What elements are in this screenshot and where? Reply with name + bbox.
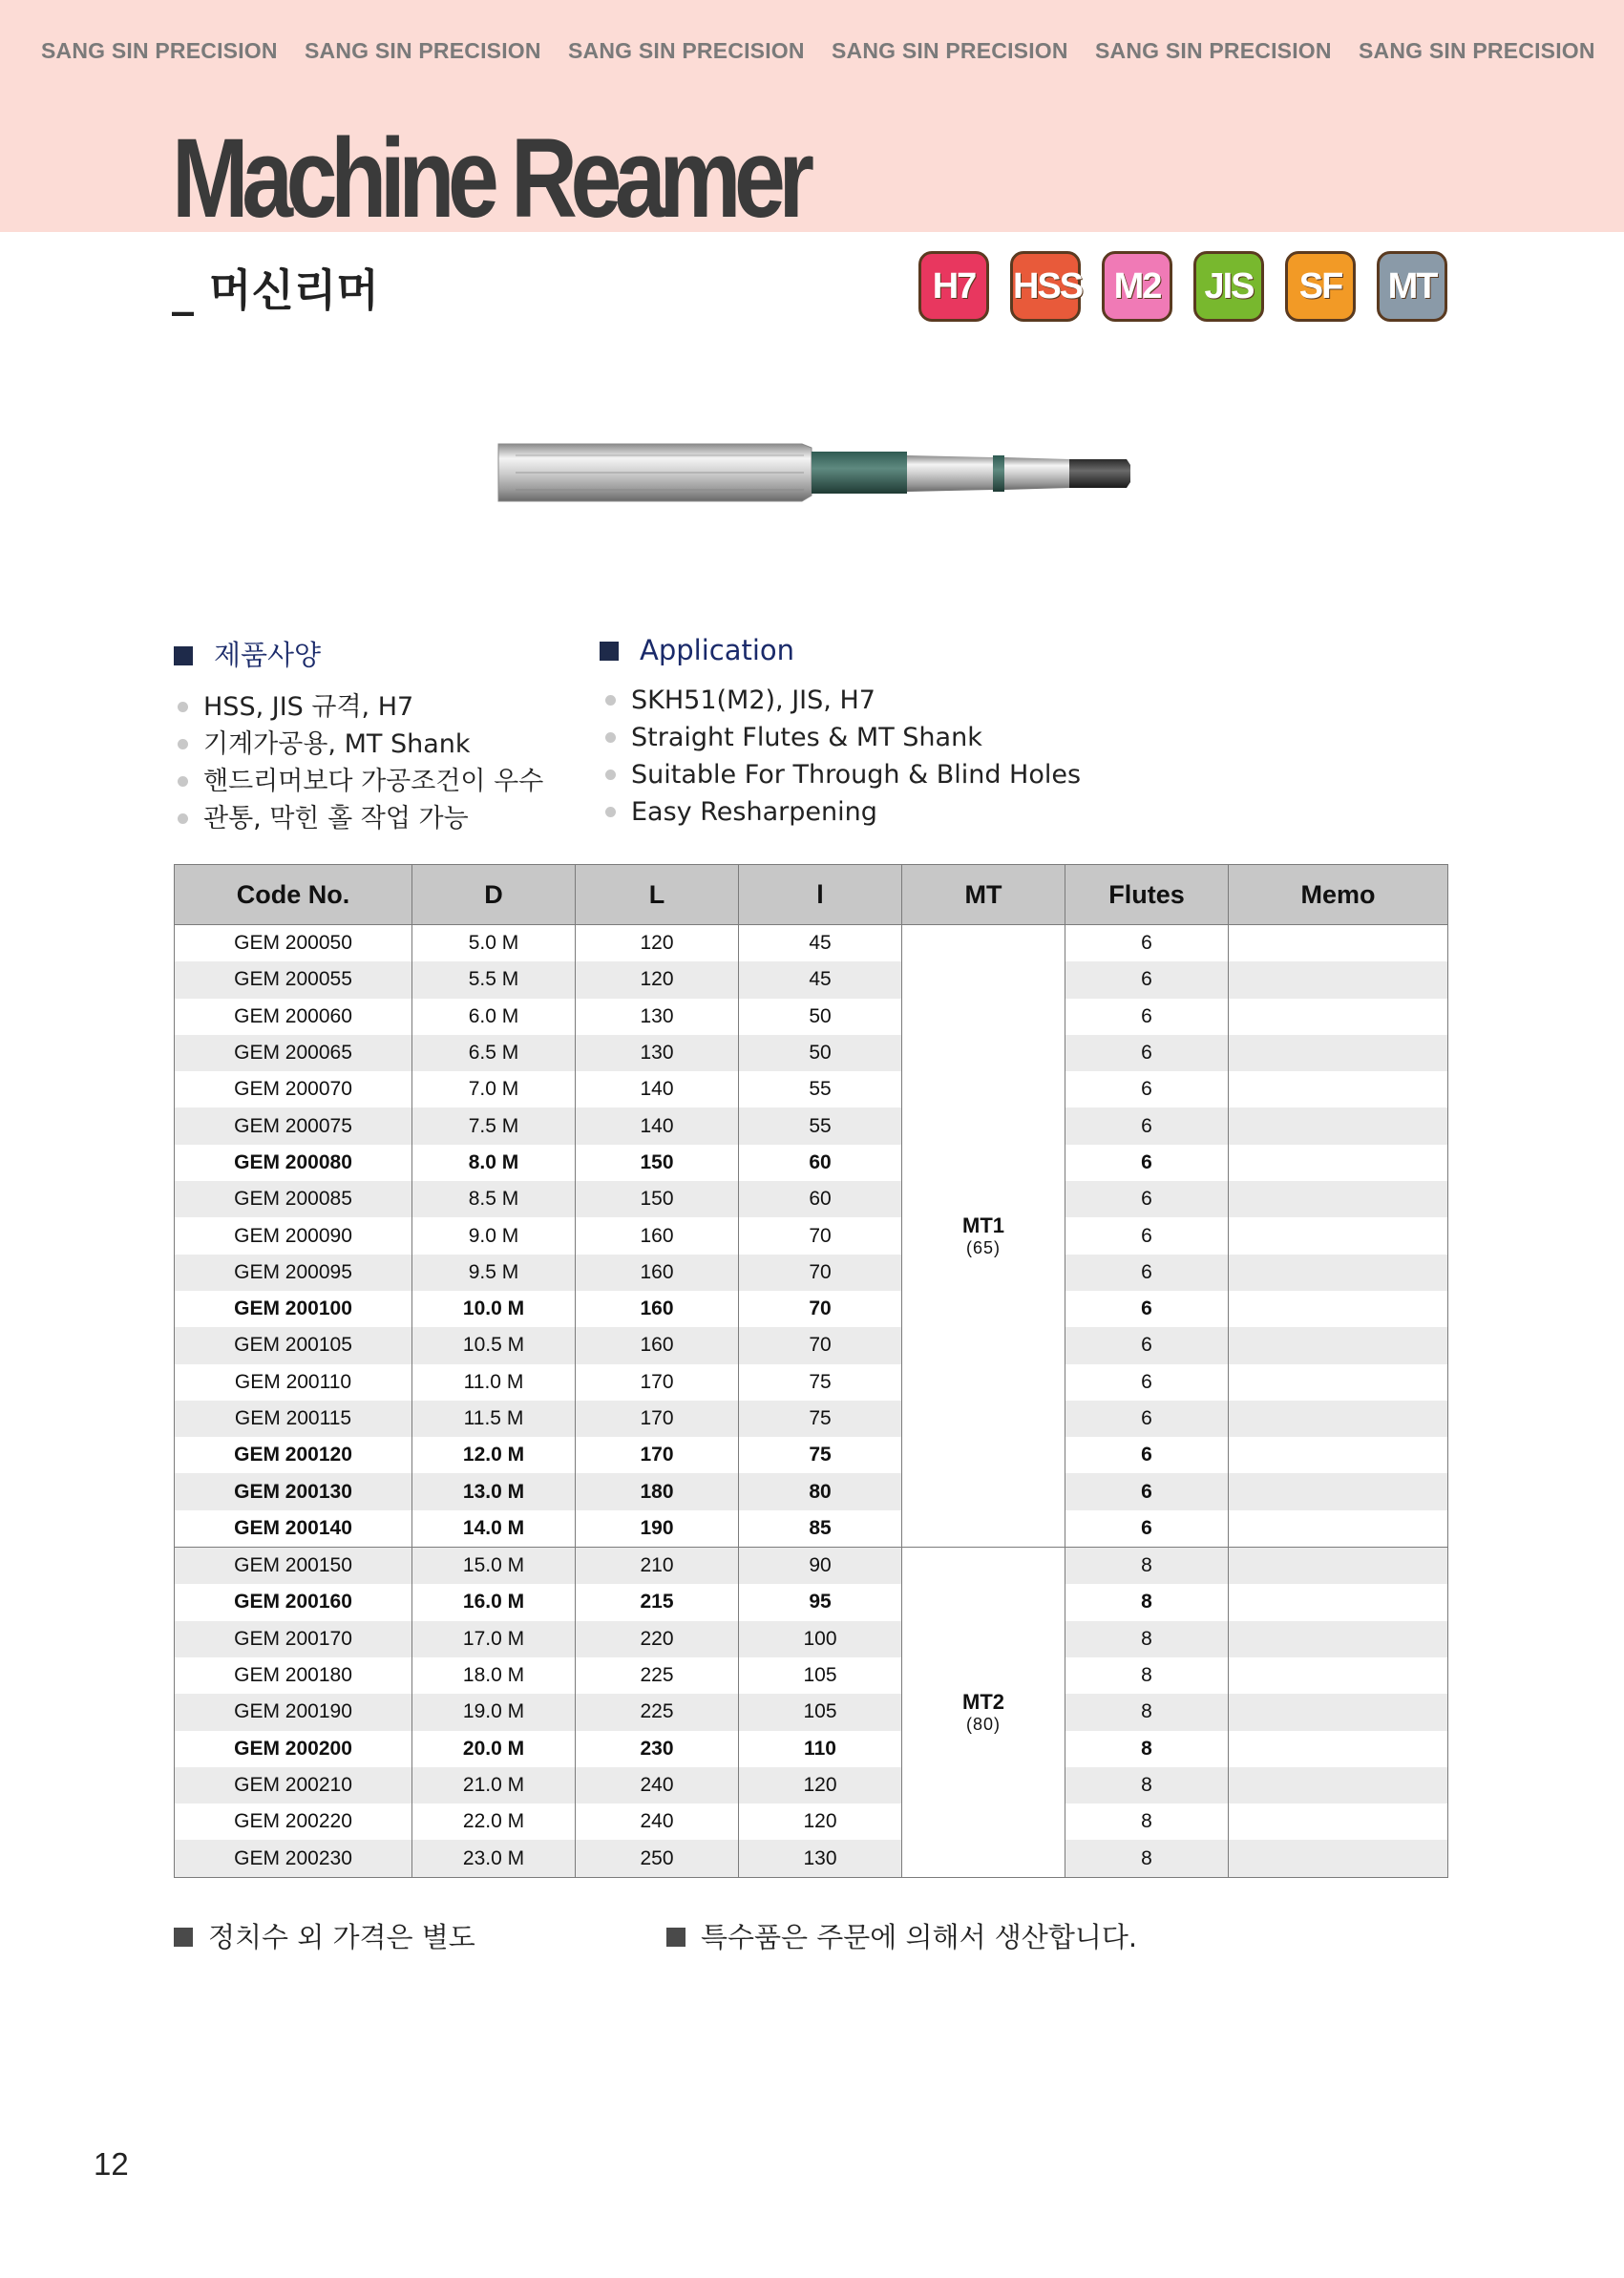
table-row — [175, 1181, 1448, 1217]
cell-d: 23.0 M — [412, 1840, 576, 1877]
cell-memo — [1229, 1803, 1448, 1840]
cell-code: GEM 200200 — [175, 1731, 412, 1767]
cell-d: 8.0 M — [412, 1145, 576, 1181]
cell-L: 140 — [576, 1071, 739, 1107]
cell-l: 95 — [739, 1584, 902, 1620]
mt-label: MT1 — [962, 1213, 1004, 1238]
cell-d: 13.0 M — [412, 1473, 576, 1509]
cell-L: 240 — [576, 1767, 739, 1803]
cell-d: 12.0 M — [412, 1437, 576, 1473]
cell-d: 7.5 M — [412, 1107, 576, 1144]
cell-code: GEM 200075 — [175, 1107, 412, 1144]
cell-flutes: 6 — [1065, 1255, 1229, 1291]
cell-l: 70 — [739, 1217, 902, 1254]
cell-d: 10.5 M — [412, 1327, 576, 1363]
table-row — [175, 1584, 1448, 1620]
table-row — [175, 1767, 1448, 1803]
page-title: Machine Reamer — [172, 116, 808, 242]
cell-L: 215 — [576, 1584, 739, 1620]
cell-l: 110 — [739, 1731, 902, 1767]
table-row — [175, 1255, 1448, 1291]
header-code: Code No. — [175, 865, 412, 925]
cell-memo — [1229, 925, 1448, 962]
cell-memo — [1229, 1364, 1448, 1401]
cell-flutes: 8 — [1065, 1767, 1229, 1803]
table-row — [175, 1621, 1448, 1657]
cell-l: 105 — [739, 1657, 902, 1694]
cell-l: 60 — [739, 1145, 902, 1181]
cell-L: 120 — [576, 961, 739, 998]
cell-code: GEM 200210 — [175, 1767, 412, 1803]
cell-flutes: 8 — [1065, 1694, 1229, 1730]
cell-d: 6.0 M — [412, 999, 576, 1035]
cell-flutes: 8 — [1065, 1548, 1229, 1585]
cell-memo — [1229, 1255, 1448, 1291]
cell-d: 5.0 M — [412, 925, 576, 962]
cell-l: 45 — [739, 925, 902, 962]
mt-length: (65) — [965, 1238, 1001, 1258]
table-row — [175, 999, 1448, 1035]
cell-L: 240 — [576, 1803, 739, 1840]
cell-memo — [1229, 1694, 1448, 1730]
cell-flutes: 6 — [1065, 1035, 1229, 1071]
cell-L: 190 — [576, 1510, 739, 1548]
brand-text: SANG SIN PRECISION — [305, 38, 541, 63]
brand-text: SANG SIN PRECISION — [1359, 38, 1595, 63]
table-row — [175, 1657, 1448, 1694]
cell-memo — [1229, 1217, 1448, 1254]
application-item: SKH51(M2), JIS, H7 — [605, 686, 875, 715]
application-heading: Application — [600, 634, 794, 666]
cell-code: GEM 200085 — [175, 1181, 412, 1217]
cell-flutes: 6 — [1065, 1107, 1229, 1144]
cell-L: 160 — [576, 1327, 739, 1363]
cell-l: 130 — [739, 1840, 902, 1877]
badge-sf: SF — [1285, 251, 1356, 322]
cell-code: GEM 200110 — [175, 1364, 412, 1401]
cell-flutes: 6 — [1065, 1071, 1229, 1107]
mt-length: (80) — [965, 1714, 1001, 1734]
badge-h7: H7 — [918, 251, 989, 322]
table-row — [175, 1510, 1448, 1548]
cell-d: 17.0 M — [412, 1621, 576, 1657]
cell-L: 150 — [576, 1145, 739, 1181]
cell-d: 9.0 M — [412, 1217, 576, 1254]
cell-l: 75 — [739, 1364, 902, 1401]
note-special: 특수품은 주문에 의해서 생산합니다. — [666, 1916, 1137, 1955]
table-row — [175, 1145, 1448, 1181]
cell-L: 140 — [576, 1107, 739, 1144]
cell-code: GEM 200095 — [175, 1255, 412, 1291]
cell-code: GEM 200050 — [175, 925, 412, 962]
cell-flutes: 6 — [1065, 1181, 1229, 1217]
spec-item: 관통, 막힌 홀 작업 가능 — [178, 797, 469, 834]
cell-flutes: 6 — [1065, 1364, 1229, 1401]
header-L: L — [576, 865, 739, 925]
cell-memo — [1229, 1437, 1448, 1473]
cell-memo — [1229, 1657, 1448, 1694]
cell-l: 50 — [739, 999, 902, 1035]
cell-l: 85 — [739, 1510, 902, 1548]
spec-item: 핸드리머보다 가공조건이 우수 — [178, 760, 543, 797]
table-row — [175, 1327, 1448, 1363]
brand-text: SANG SIN PRECISION — [41, 38, 278, 63]
cell-code: GEM 200220 — [175, 1803, 412, 1840]
cell-L: 170 — [576, 1437, 739, 1473]
cell-code: GEM 200190 — [175, 1694, 412, 1730]
table-header-row — [175, 865, 1448, 925]
cell-l: 105 — [739, 1694, 902, 1730]
cell-l: 75 — [739, 1401, 902, 1437]
cell-flutes: 6 — [1065, 1145, 1229, 1181]
cell-memo — [1229, 961, 1448, 998]
cell-L: 170 — [576, 1401, 739, 1437]
table-row — [175, 1803, 1448, 1840]
header-l: l — [739, 865, 902, 925]
cell-L: 250 — [576, 1840, 739, 1877]
cell-d: 11.0 M — [412, 1364, 576, 1401]
cell-l: 70 — [739, 1255, 902, 1291]
cell-memo — [1229, 1035, 1448, 1071]
cell-d: 5.5 M — [412, 961, 576, 998]
cell-memo — [1229, 1473, 1448, 1509]
note-price: 정치수 외 가격은 별도 — [174, 1916, 475, 1955]
cell-code: GEM 200080 — [175, 1145, 412, 1181]
cell-code: GEM 200055 — [175, 961, 412, 998]
cell-d: 18.0 M — [412, 1657, 576, 1694]
cell-flutes: 6 — [1065, 1327, 1229, 1363]
cell-mt — [902, 925, 1065, 1548]
table-body — [175, 925, 1448, 1878]
cell-l: 55 — [739, 1107, 902, 1144]
badge-hss: HSS — [1010, 251, 1081, 322]
brand-text: SANG SIN PRECISION — [568, 38, 805, 63]
cell-L: 160 — [576, 1217, 739, 1254]
cell-L: 230 — [576, 1731, 739, 1767]
cell-flutes: 6 — [1065, 961, 1229, 998]
table-row — [175, 1840, 1448, 1877]
cell-flutes: 6 — [1065, 1437, 1229, 1473]
cell-code: GEM 200060 — [175, 999, 412, 1035]
cell-flutes: 6 — [1065, 1510, 1229, 1548]
cell-l: 45 — [739, 961, 902, 998]
cell-l: 100 — [739, 1621, 902, 1657]
cell-flutes: 8 — [1065, 1731, 1229, 1767]
cell-code: GEM 200160 — [175, 1584, 412, 1620]
spec-item: HSS, JIS 규격, H7 — [178, 686, 413, 723]
cell-flutes: 8 — [1065, 1657, 1229, 1694]
page-subtitle: _ 머신리머 — [172, 264, 379, 316]
badge-jis: JIS — [1193, 251, 1264, 322]
badge-m2: M2 — [1102, 251, 1172, 322]
cell-memo — [1229, 1548, 1448, 1585]
cell-d: 15.0 M — [412, 1548, 576, 1585]
table-row — [175, 1548, 1448, 1585]
header-memo: Memo — [1229, 865, 1448, 925]
table-row — [175, 1694, 1448, 1730]
cell-L: 180 — [576, 1473, 739, 1509]
cell-L: 120 — [576, 925, 739, 962]
application-item: Straight Flutes & MT Shank — [605, 723, 982, 752]
table-row — [175, 1401, 1448, 1437]
cell-flutes: 6 — [1065, 999, 1229, 1035]
mt-label: MT2 — [962, 1689, 1004, 1714]
cell-code: GEM 200070 — [175, 1071, 412, 1107]
cell-d: 16.0 M — [412, 1584, 576, 1620]
cell-memo — [1229, 1145, 1448, 1181]
cell-memo — [1229, 1731, 1448, 1767]
cell-mt — [902, 1548, 1065, 1878]
cell-memo — [1229, 1840, 1448, 1877]
cell-code: GEM 200230 — [175, 1840, 412, 1877]
cell-flutes: 8 — [1065, 1803, 1229, 1840]
cell-d: 20.0 M — [412, 1731, 576, 1767]
cell-l: 60 — [739, 1181, 902, 1217]
cell-d: 7.0 M — [412, 1071, 576, 1107]
cell-memo — [1229, 1401, 1448, 1437]
cell-l: 50 — [739, 1035, 902, 1071]
application-item: Suitable For Through & Blind Holes — [605, 760, 1081, 790]
specs-heading: 제품사양 — [174, 634, 321, 673]
cell-L: 130 — [576, 999, 739, 1035]
cell-L: 160 — [576, 1255, 739, 1291]
header-flutes: Flutes — [1065, 865, 1229, 925]
table-row — [175, 925, 1448, 962]
spec-table — [174, 864, 1448, 1878]
cell-memo — [1229, 1291, 1448, 1327]
cell-flutes: 6 — [1065, 1401, 1229, 1437]
table-row — [175, 1217, 1448, 1254]
cell-memo — [1229, 1181, 1448, 1217]
cell-code: GEM 200150 — [175, 1548, 412, 1585]
cell-L: 225 — [576, 1657, 739, 1694]
cell-l: 70 — [739, 1327, 902, 1363]
cell-code: GEM 200140 — [175, 1510, 412, 1548]
cell-d: 14.0 M — [412, 1510, 576, 1548]
cell-l: 120 — [739, 1767, 902, 1803]
cell-code: GEM 200100 — [175, 1291, 412, 1327]
cell-l: 90 — [739, 1548, 902, 1585]
cell-memo — [1229, 1767, 1448, 1803]
page-number: 12 — [94, 2146, 129, 2182]
table-row — [175, 1291, 1448, 1327]
header-d: D — [412, 865, 576, 925]
table-row — [175, 1731, 1448, 1767]
cell-L: 160 — [576, 1291, 739, 1327]
header-mt: MT — [902, 865, 1065, 925]
cell-code: GEM 200120 — [175, 1437, 412, 1473]
cell-memo — [1229, 1584, 1448, 1620]
cell-L: 210 — [576, 1548, 739, 1585]
cell-memo — [1229, 1071, 1448, 1107]
cell-d: 11.5 M — [412, 1401, 576, 1437]
cell-flutes: 6 — [1065, 1291, 1229, 1327]
cell-flutes: 6 — [1065, 925, 1229, 962]
spec-item: 기계가공용, MT Shank — [178, 723, 471, 760]
cell-code: GEM 200105 — [175, 1327, 412, 1363]
cell-flutes: 8 — [1065, 1840, 1229, 1877]
cell-code: GEM 200115 — [175, 1401, 412, 1437]
table-row — [175, 1035, 1448, 1071]
cell-l: 120 — [739, 1803, 902, 1840]
table-row — [175, 1107, 1448, 1144]
cell-code: GEM 200180 — [175, 1657, 412, 1694]
table-row — [175, 1473, 1448, 1509]
cell-L: 130 — [576, 1035, 739, 1071]
cell-flutes: 6 — [1065, 1473, 1229, 1509]
brand-row — [0, 38, 1624, 67]
cell-l: 70 — [739, 1291, 902, 1327]
cell-flutes: 6 — [1065, 1217, 1229, 1254]
reamer-image — [496, 434, 1136, 511]
application-item: Easy Resharpening — [605, 797, 877, 827]
cell-memo — [1229, 1327, 1448, 1363]
cell-L: 150 — [576, 1181, 739, 1217]
cell-flutes: 8 — [1065, 1584, 1229, 1620]
brand-text: SANG SIN PRECISION — [832, 38, 1068, 63]
cell-code: GEM 200170 — [175, 1621, 412, 1657]
cell-code: GEM 200130 — [175, 1473, 412, 1509]
cell-memo — [1229, 1107, 1448, 1144]
cell-d: 8.5 M — [412, 1181, 576, 1217]
cell-memo — [1229, 1510, 1448, 1548]
cell-code: GEM 200090 — [175, 1217, 412, 1254]
cell-l: 55 — [739, 1071, 902, 1107]
cell-d: 21.0 M — [412, 1767, 576, 1803]
cell-L: 170 — [576, 1364, 739, 1401]
cell-memo — [1229, 1621, 1448, 1657]
cell-d: 22.0 M — [412, 1803, 576, 1840]
badge-mt: MT — [1377, 251, 1447, 322]
brand-text: SANG SIN PRECISION — [1095, 38, 1332, 63]
table-row — [175, 961, 1448, 998]
cell-code: GEM 200065 — [175, 1035, 412, 1071]
cell-flutes: 8 — [1065, 1621, 1229, 1657]
table-row — [175, 1071, 1448, 1107]
cell-l: 75 — [739, 1437, 902, 1473]
cell-l: 80 — [739, 1473, 902, 1509]
table-row — [175, 1364, 1448, 1401]
cell-L: 225 — [576, 1694, 739, 1730]
cell-memo — [1229, 999, 1448, 1035]
cell-L: 220 — [576, 1621, 739, 1657]
cell-d: 19.0 M — [412, 1694, 576, 1730]
cell-d: 9.5 M — [412, 1255, 576, 1291]
table-row — [175, 1437, 1448, 1473]
cell-d: 10.0 M — [412, 1291, 576, 1327]
cell-d: 6.5 M — [412, 1035, 576, 1071]
